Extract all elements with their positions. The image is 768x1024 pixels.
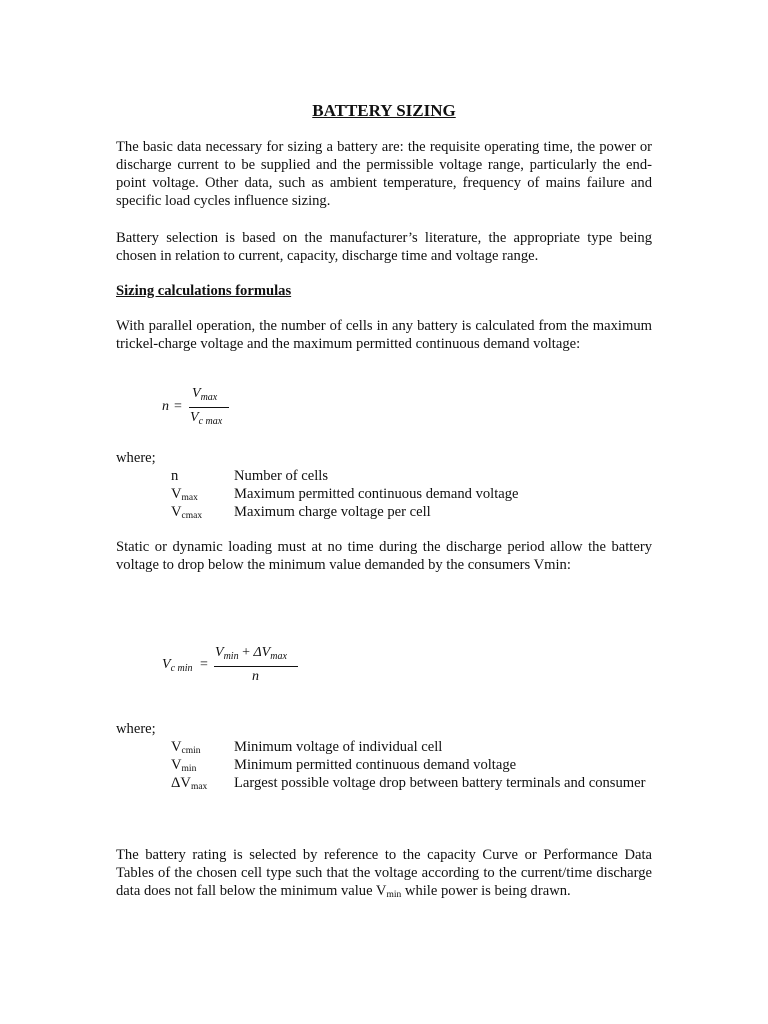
variable-row xyxy=(171,467,652,485)
where-label: where; xyxy=(116,450,156,466)
formula-equals: = xyxy=(174,399,182,414)
variable-symbol: $V_{min}$ xyxy=(171,757,197,774)
variable-description: Number of cells xyxy=(234,468,329,484)
variable-row xyxy=(171,503,652,521)
formula-denominator: n xyxy=(252,669,259,684)
selection-paragraph: Battery selection is based on the manufacturer’s literature, the appropriate type being chosen in relation to current, capacity, discharge time and voltage range. xyxy=(116,230,652,264)
min-cell-voltage-formula xyxy=(162,645,312,693)
formula-lhs: n xyxy=(162,399,169,414)
variable-list xyxy=(171,467,652,521)
formula-numerator: $V_{max}$ xyxy=(192,386,218,403)
fraction-bar xyxy=(214,666,298,667)
variable-description: Maximum charge voltage per cell xyxy=(234,504,431,520)
formula-lhs: $V_{c min}$ xyxy=(162,657,193,674)
where-label: where; xyxy=(116,721,156,737)
variable-description: Maximum permitted continuous demand voltage xyxy=(234,486,519,502)
variable-row xyxy=(171,738,652,756)
section-heading: Sizing calculations formulas xyxy=(116,283,292,299)
variable-symbol: n xyxy=(171,468,179,484)
variable-row xyxy=(171,774,652,792)
variable-description: Minimum voltage of individual cell xyxy=(234,739,443,755)
intro-paragraph: The basic data necessary for sizing a battery are: the requisite operating time, the power or discharge current to be supplied and the permissible voltage range, particularly the end-point voltage. Other data, such as ambient temperature, frequency of mains failure and specific load cycles influence sizing. xyxy=(116,139,652,209)
variable-symbol: $V_{max}$ xyxy=(171,486,198,503)
formula-numerator: $V_{min} + \Delta V_{max}$ xyxy=(215,645,287,662)
formula-denominator: $V_{c max}$ xyxy=(190,410,223,427)
cell-count-formula xyxy=(162,386,242,434)
variable-row xyxy=(171,485,652,503)
fraction-bar xyxy=(189,407,229,408)
variable-description: Minimum permitted continuous demand voltage xyxy=(234,757,517,773)
variable-description: Largest possible voltage drop between battery terminals and consumer xyxy=(234,775,646,791)
variable-row xyxy=(171,756,652,774)
page-title: BATTERY SIZING xyxy=(312,101,456,120)
variable-symbol: $V_{cmax}$ xyxy=(171,504,203,521)
rating-paragraph: The battery rating is selected by reference to the capacity Curve or Performance Data Tables of the chosen cell type such that the voltage according to the current/time discharge data does not fall below the minimum value $V_{min}$ while power is being drawn. xyxy=(116,847,652,900)
parallel-paragraph: With parallel operation, the number of cells in any battery is calculated from the maximum trickel-charge voltage and the maximum permitted continuous demand voltage: xyxy=(116,318,652,352)
variable-symbol: $V_{cmin}$ xyxy=(171,739,201,756)
formula-equals: = xyxy=(200,657,208,672)
variable-list xyxy=(171,738,652,792)
variable-symbol: $\Delta V_{max}$ xyxy=(171,775,208,792)
loading-paragraph: Static or dynamic loading must at no time during the discharge period allow the battery voltage to drop below the minimum value demanded by the consumers Vmin: xyxy=(116,539,652,573)
